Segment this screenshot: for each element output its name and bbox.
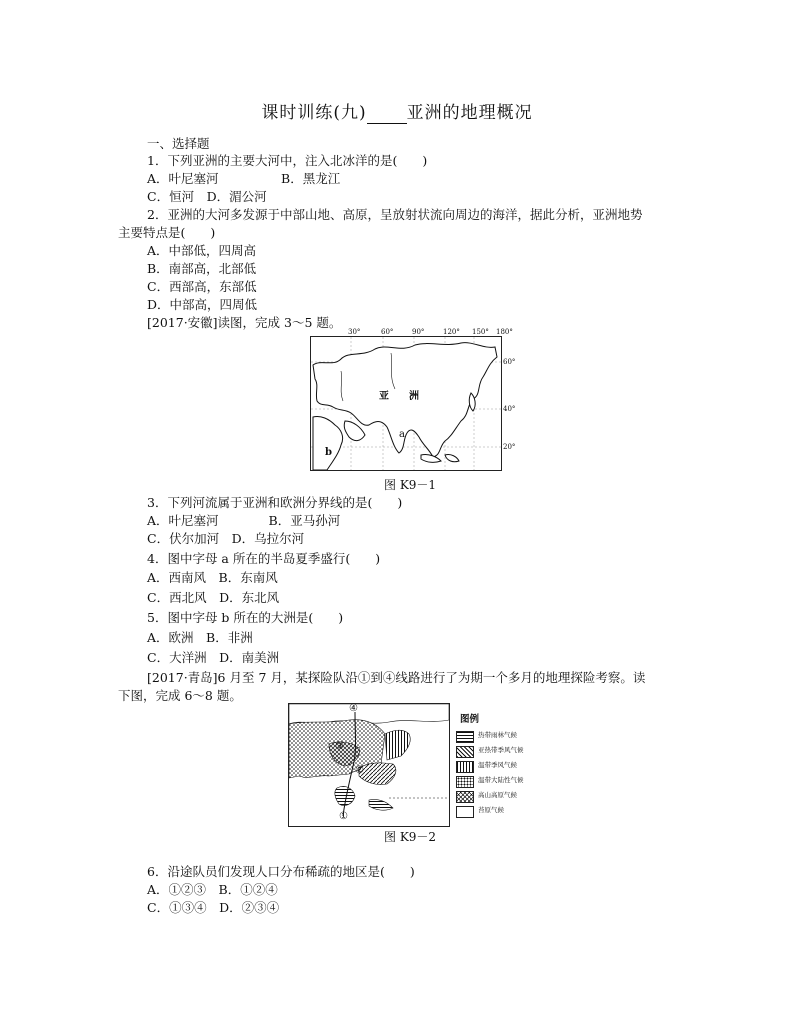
figure-k9-2	[288, 703, 538, 828]
africa-landmass	[313, 416, 343, 470]
climate-map-svg	[289, 704, 449, 826]
title-blank	[367, 103, 407, 124]
title-topic: 亚洲的地理概况	[406, 103, 533, 123]
route-marker-4: ①	[339, 811, 348, 822]
lat-label-60: 60°	[503, 358, 516, 366]
q1-stem: 1．下列亚洲的主要大河中，注入北冰洋的是( )	[147, 153, 428, 168]
legend-swatch-continental	[456, 776, 474, 788]
q6-options-ab: A．①②③ B．①②④	[147, 882, 278, 897]
q3-stem: 3．下列河流属于亚洲和欧洲分界线的是( )	[147, 495, 403, 510]
q4-stem: 4．图中字母 a 所在的半岛夏季盛行( )	[147, 551, 381, 566]
lon-label-150: 150°	[472, 328, 489, 336]
q5-options-cd: C．大洋洲 D．南美洲	[147, 650, 280, 665]
q2-stem-line2: 主要特点是( )	[118, 225, 216, 240]
q5-stem: 5．图中字母 b 所在的大洲是( )	[147, 610, 344, 625]
indonesia-islands	[421, 454, 459, 462]
q6-stem: 6．沿途队员们发现人口分布稀疏的地区是( )	[147, 864, 415, 879]
q4-options-cd: C．西北风 D．东北风	[147, 590, 280, 605]
route-marker-2: ③	[335, 741, 344, 752]
subtropical-monsoon-zone	[359, 763, 396, 785]
lon-label-60: 60°	[381, 328, 394, 336]
intro-q3-5: [2017·安徽]读图，完成 3～5 题。	[147, 315, 342, 330]
intro-q6-8-line2: 下图，完成 6～8 题。	[118, 688, 242, 703]
route-marker-1: ④	[349, 703, 358, 714]
q1-options-cd: C．恒河 D．湄公河	[147, 189, 267, 204]
legend-swatch-temperate-monsoon	[456, 761, 474, 773]
intro-q6-8-line1: [2017·青岛]6 月至 7 月，某探险队沿①到④线路进行了为期一个多月的地理探险考察。读	[147, 670, 646, 685]
legend-label-continental: 温带大陆性气候	[478, 776, 524, 784]
lon-label-180: 180°	[496, 328, 513, 336]
lat-label-40: 40°	[503, 405, 516, 413]
asia-region-label: 亚 洲	[379, 391, 419, 402]
map-frame	[310, 336, 502, 471]
figure-k9-2-caption: 图 K9－2	[384, 830, 437, 844]
q4-options-ab: A．西南风 B．东南风	[147, 570, 278, 585]
legend-label-tundra: 苔原气候	[478, 806, 504, 814]
legend-swatch-subtropical	[456, 746, 474, 758]
legend-swatch-tundra	[456, 806, 474, 818]
rainforest-zone	[335, 786, 393, 810]
lat-label-20: 20°	[503, 443, 516, 451]
map-letter-b: b	[325, 447, 332, 458]
map-letter-a: a	[399, 429, 405, 440]
legend-label-subtropical: 亚热带季风气候	[478, 746, 524, 754]
q1-options-ab: A．叶尼塞河 B．黑龙江	[147, 171, 341, 186]
climate-map-frame	[288, 703, 450, 827]
legend-label-plateau: 高山高原气候	[478, 791, 517, 799]
q3-options-cd: C．伏尔加河 D．乌拉尔河	[147, 531, 305, 546]
q2-option-a: A．中部低，四周高	[147, 243, 257, 258]
q2-option-c: C．西部高，东部低	[147, 279, 257, 294]
section-heading: 一、选择题	[147, 136, 210, 151]
lon-label-30: 30°	[348, 328, 361, 336]
legend-label-rainforest: 热带雨林气候	[478, 731, 517, 739]
lon-label-90: 90°	[412, 328, 425, 336]
q6-options-cd: C．①③④ D．②③④	[147, 900, 280, 915]
legend-label-temperate-monsoon: 温带季风气候	[478, 761, 517, 769]
figure-k9-1-caption: 图 K9－1	[384, 478, 437, 492]
q2-option-d: D．中部高，四周低	[147, 297, 258, 312]
legend-title: 图例	[460, 714, 480, 725]
q2-option-b: B．南部高，北部低	[147, 261, 257, 276]
legend-swatch-plateau	[456, 791, 474, 803]
q3-options-ab: A．叶尼塞河 B．亚马孙河	[147, 513, 341, 528]
figure-k9-1	[308, 328, 518, 478]
legend-swatch-rainforest	[456, 731, 474, 743]
route-marker-3: ②	[355, 765, 364, 776]
tundra-zone	[289, 704, 449, 724]
lon-label-120: 120°	[443, 328, 460, 336]
page-title	[0, 98, 794, 123]
q2-stem-line1: 2．亚洲的大河多发源于中部山地、高原，呈放射状流向周边的海洋，据此分析，亚洲地势	[147, 207, 643, 222]
title-prefix: 课时训练(九)	[261, 103, 367, 123]
q5-options-ab: A．欧洲 B．非洲	[147, 630, 253, 645]
temperate-monsoon-zone	[385, 730, 410, 760]
